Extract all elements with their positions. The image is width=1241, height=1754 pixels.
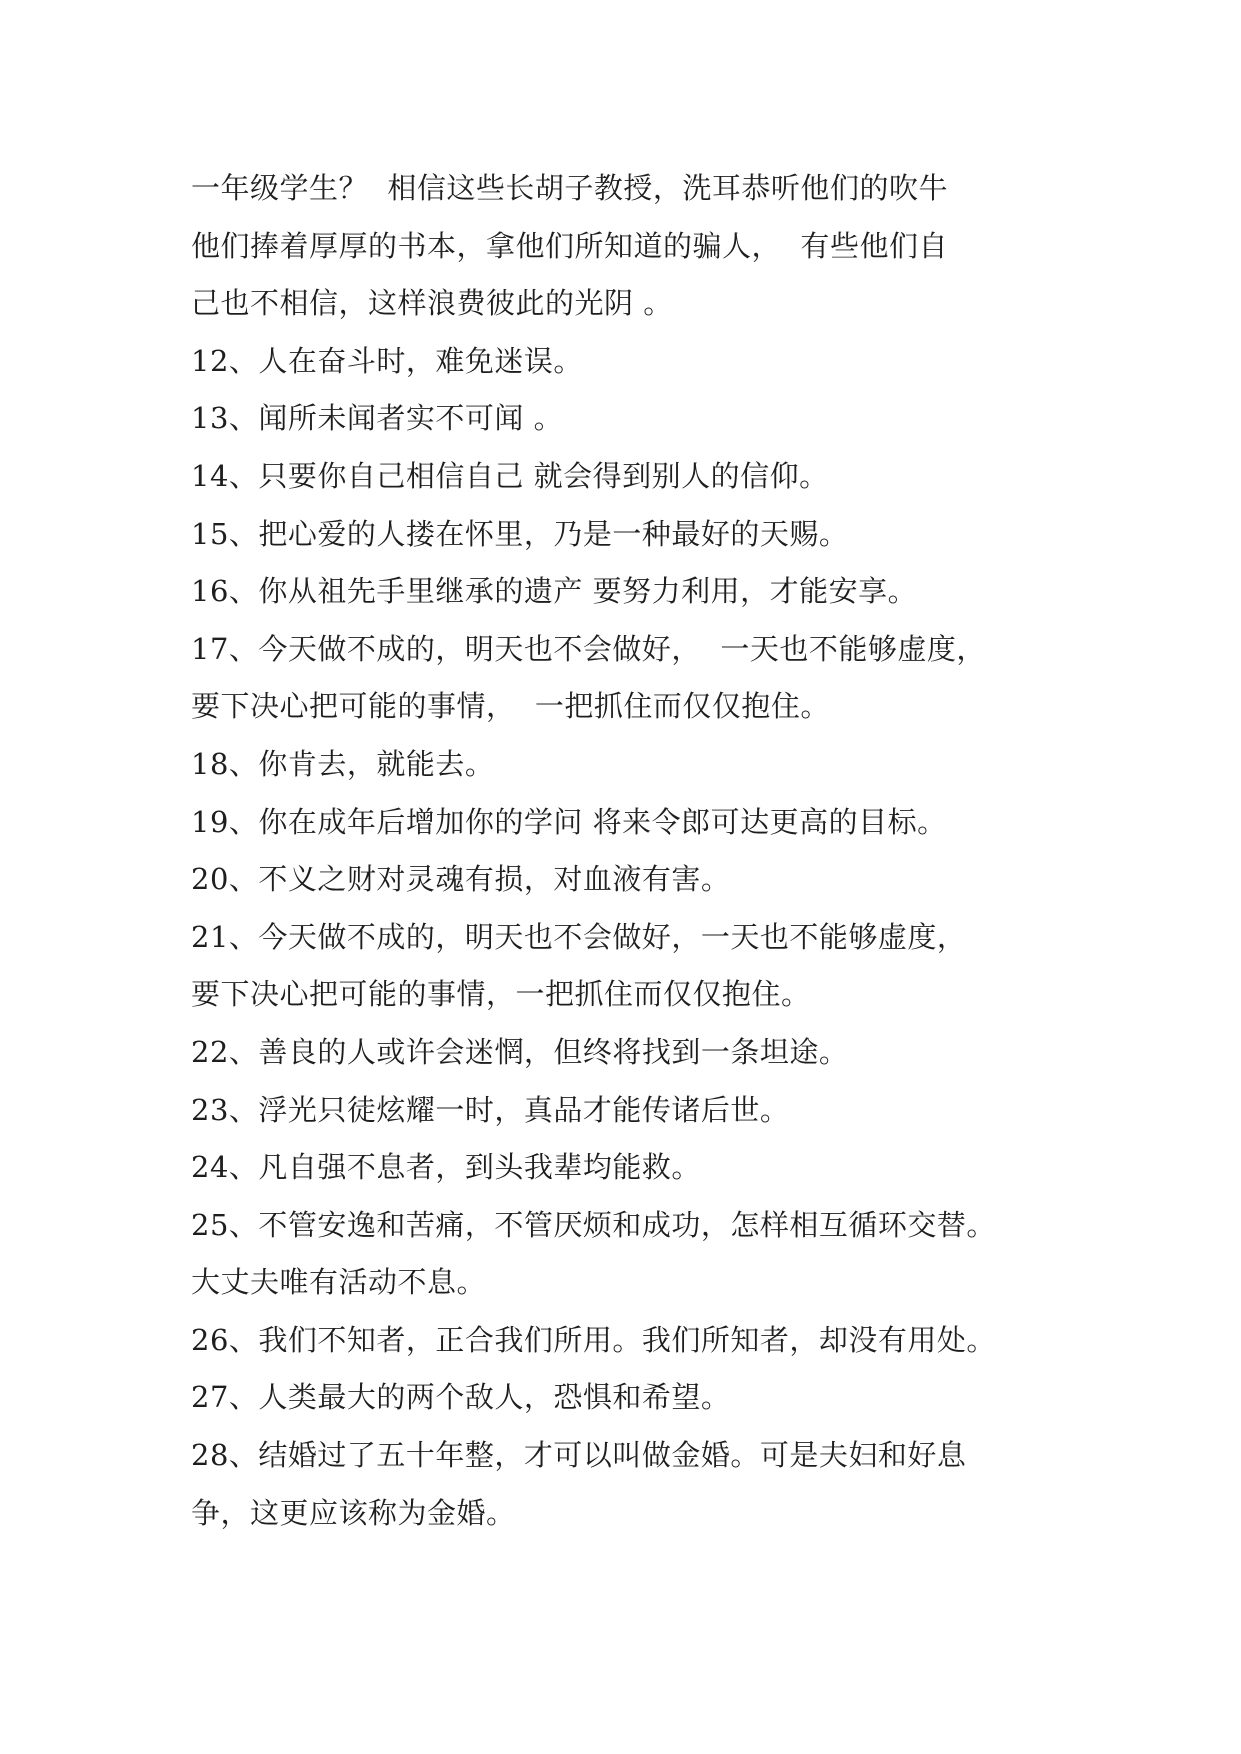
quote-21: 21、今天做不成的，明天也不会做好，一天也不能够虚度， [191, 919, 967, 954]
quote-24: 24、凡自强不息者，到头我辈均能救。 [191, 1150, 701, 1185]
document-body [191, 160, 1071, 1542]
quote-25: 25、不管安逸和苦痛，不管厌烦和成功，怎样相互循环交替。 [191, 1207, 996, 1242]
text-line: 己也不相信，这样浪费彼此的光阴 。 [191, 286, 673, 321]
quote-27: 27、人类最大的两个敌人，恐惧和希望。 [191, 1380, 731, 1415]
quote-13: 13、闻所未闻者实不可闻 。 [191, 401, 564, 436]
quote-20: 20、不义之财对灵魂有损，对血液有害。 [191, 862, 731, 897]
text-line: 要下决心把可能的事情，一把抓住而仅仅抱住。 [191, 977, 811, 1012]
quote-14: 14、只要你自己相信自己 就会得到别人的信仰。 [191, 458, 829, 493]
text-line: 要下决心把可能的事情， 一把抓住而仅仅抱住。 [191, 689, 830, 724]
text-line: 争，这更应该称为金婚。 [191, 1495, 516, 1530]
quote-23: 23、浮光只徒炫耀一时，真品才能传诸后世。 [191, 1092, 790, 1127]
text-line: 他们捧着厚厚的书本，拿他们所知道的骗人， 有些他们自 [191, 228, 948, 263]
text-line: 一年级学生？ 相信这些长胡子教授，洗耳恭听他们的吹牛 [191, 171, 948, 205]
quote-28: 28、结婚过了五十年整，才可以叫做金婚。可是夫妇和好息 [191, 1438, 967, 1473]
quote-18: 18、你肯去，就能去。 [191, 746, 495, 781]
quote-19: 19、你在成年后增加你的学问 将来令郎可达更高的目标。 [191, 804, 947, 839]
quote-12: 12、人在奋斗时，难免迷误。 [191, 343, 583, 378]
quote-15: 15、把心爱的人搂在怀里，乃是一种最好的天赐。 [191, 516, 849, 551]
quote-17: 17、今天做不成的，明天也不会做好， 一天也不能够虚度， [191, 631, 986, 666]
quote-16: 16、你从祖先手里继承的遗产 要努力利用，才能安享。 [191, 574, 918, 609]
quote-22: 22、善良的人或许会迷惘，但终将找到一条坦途。 [191, 1034, 849, 1069]
text-line: 大丈夫唯有活动不息。 [191, 1265, 487, 1300]
quote-26: 26、我们不知者，正合我们所用。我们所知者，却没有用处。 [191, 1322, 996, 1357]
